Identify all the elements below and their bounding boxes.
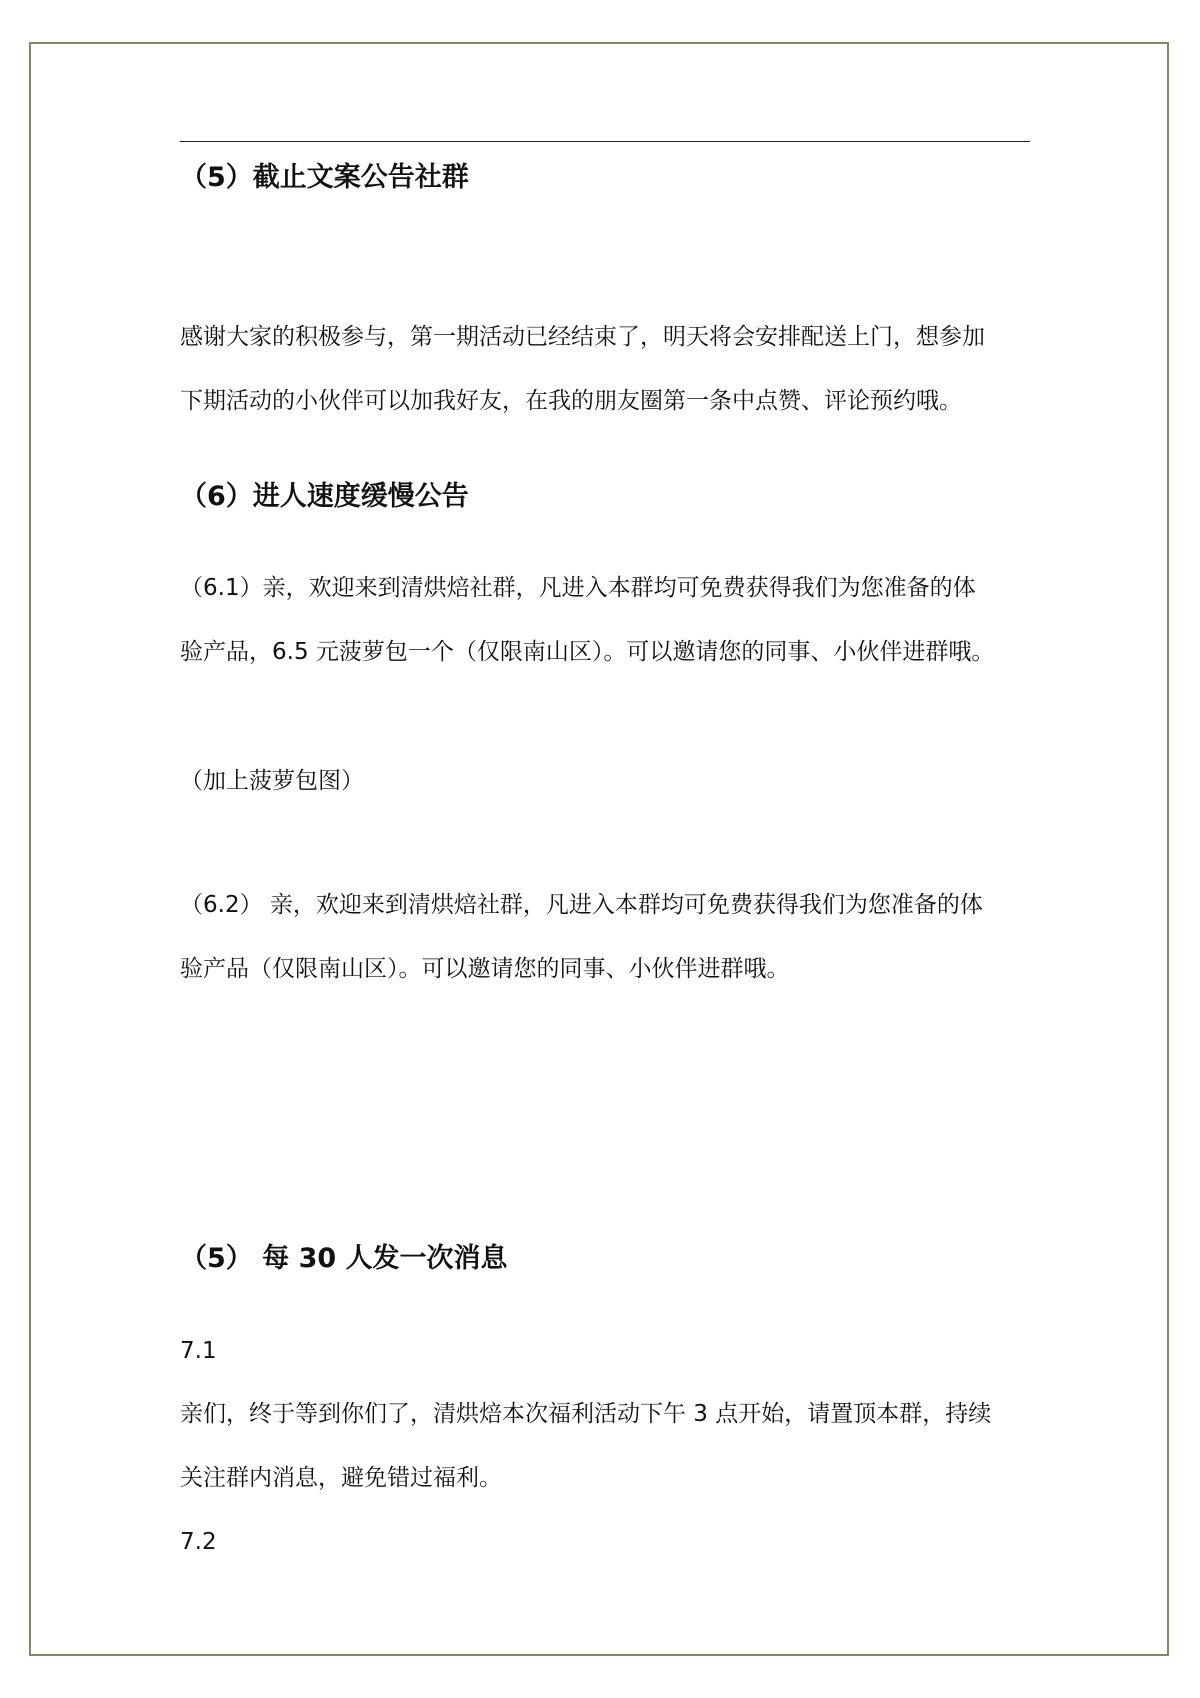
section-5-heading: （5）截止文案公告社群 — [180, 162, 469, 193]
image-note: （加上菠萝包图） — [180, 768, 364, 794]
item-7-1-line-1: 亲们，终于等到你们了，清烘焙本次福利活动下午 3 点开始，请置顶本群，持续 — [180, 1401, 992, 1427]
section-6-heading: （6）进人速度缓慢公告 — [180, 481, 469, 512]
paragraph-6-1 — [180, 556, 1030, 684]
item-7-1-line-2: 关注群内消息，避免错过福利。 — [180, 1465, 502, 1491]
section-7-heading: （5） 每 30 人发一次消息 — [180, 1243, 508, 1274]
paragraph-6-2-line-1: （6.2） 亲，欢迎来到清烘焙社群，凡进入本群均可免费获得我们为您准备的体 — [180, 892, 983, 918]
section-5-line-2: 下期活动的小伙伴可以加我好友，在我的朋友圈第一条中点赞、评论预约哦。 — [180, 388, 962, 414]
paragraph-6-2-line-2: 验产品（仅限南山区）。可以邀请您的同事、小伙伴进群哦。 — [180, 956, 790, 982]
paragraph-6-1-line-1: （6.1）亲，欢迎来到清烘焙社群，凡进入本群均可免费获得我们为您准备的体 — [180, 575, 976, 601]
item-7-2-label: 7.2 — [180, 1529, 217, 1555]
item-7-1-paragraph — [180, 1382, 1030, 1510]
section-5-line-1: 感谢大家的积极参与，第一期活动已经结束了，明天将会安排配送上门，想参加 — [180, 324, 985, 350]
section-5-paragraph — [180, 305, 1030, 433]
paragraph-6-2 — [180, 873, 1030, 1001]
paragraph-6-1-line-2: 验产品，6.5 元菠萝包一个（仅限南山区）。可以邀请您的同事、小伙伴进群哦。 — [180, 639, 995, 665]
item-7-1-label: 7.1 — [180, 1338, 217, 1364]
top-divider — [180, 141, 1030, 142]
